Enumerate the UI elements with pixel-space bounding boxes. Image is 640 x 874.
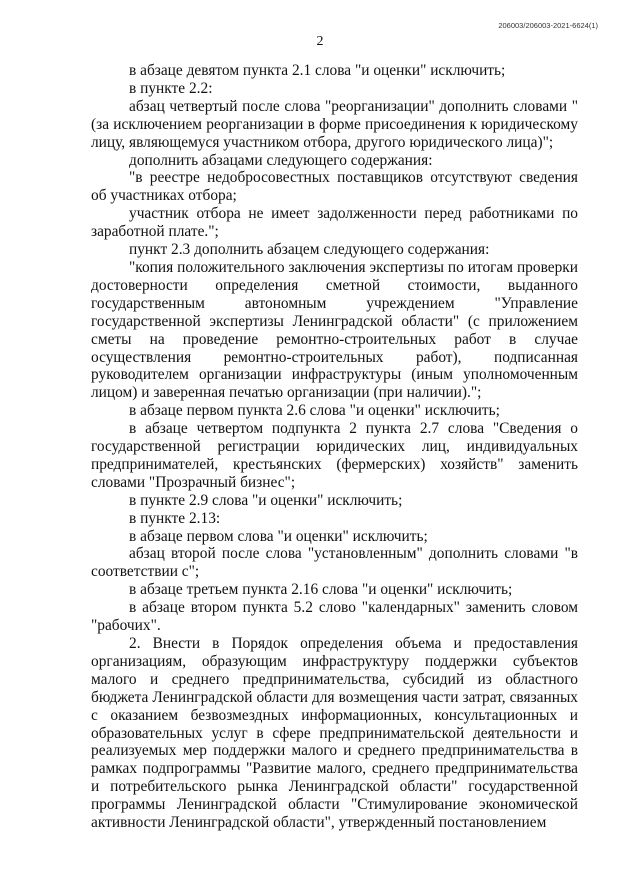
paragraph: абзац четвертый после слова "реорганизации" дополнить словами "(за исключением реорганизации в форме присоединения к юридическому лицу, являющемуся участником отбора, другого юридического лица)";	[91, 97, 578, 151]
paragraph: пункт 2.3 дополнить абзацем следующего содержания:	[129, 241, 490, 259]
paragraph: "в реестре недобросовестных поставщиков отсутствуют сведения об участниках отбора;	[91, 169, 578, 205]
document-reference-stamp: 206003/206003-2021-6624(1)	[498, 21, 598, 30]
paragraph: "копия положительного заключения экспертизы по итогам проверки достоверности определения сметной стоимости, выданного государственным автономным учреждением "Управление государственной экспертизы Ленинградской области" (с приложением сметы на проведение ремонтно-строительных работ в случае осуществления ремонтно-строительных работ), подписанная руководителем организации инфраструктуры (иным уполномоченным лицом) и заверенная печатью организации (при наличии).";	[91, 258, 578, 402]
document-body	[91, 62, 578, 832]
paragraph: абзац второй после слова "установленным" дополнить словами "в соответствии с";	[91, 545, 578, 581]
paragraph: в пункте 2.13:	[129, 509, 221, 527]
paragraph: в пункте 2.2:	[129, 79, 213, 97]
page-number: 2	[316, 34, 324, 49]
paragraph: в абзаце третьем пункта 2.16 слова "и оценки" исключить;	[129, 581, 513, 599]
paragraph: в абзаце первом слова "и оценки" исключить;	[129, 527, 428, 545]
paragraph: дополнить абзацами следующего содержания:	[129, 151, 433, 169]
paragraph: в пункте 2.9 слова "и оценки" исключить;	[129, 491, 403, 509]
paragraph: 2. Внести в Порядок определения объема и предоставления организациям, образующим инфраструктуру поддержки субъектов малого и среднего предпринимательства, субсидий из областного бюджета Ленинградской области для возмещения части затрат, связанных с оказанием безвозмездных информационных, консультационных и образовательных услуг в сфере предпринимательской деятельности и реализуемых мер поддержки малого и среднего предпринимательства в рамках подпрограммы "Развитие малого, среднего предпринимательства и потребительского рынка Ленинградской области" государственной программы Ленинградской области "Стимулирование экономической активности Ленинградской области", утвержденный постановлением	[91, 635, 578, 832]
paragraph: в абзаце первом пункта 2.6 слова "и оценки" исключить;	[129, 402, 500, 420]
paragraph: в абзаце девятом пункта 2.1 слова "и оценки" исключить;	[129, 62, 506, 79]
paragraph: участник отбора не имеет задолженности перед работниками по заработной плате.";	[91, 205, 578, 241]
paragraph: в абзаце втором пункта 5.2 слово "календарных" заменить словом "рабочих".	[91, 599, 578, 635]
paragraph: в абзаце четвертом подпункта 2 пункта 2.7 слова "Сведения о государственной регистрации юридических лиц, индивидуальных предпринимателей, крестьянских (фермерских) хозяйств" заменить словами "Прозрачный бизнес";	[91, 420, 578, 491]
